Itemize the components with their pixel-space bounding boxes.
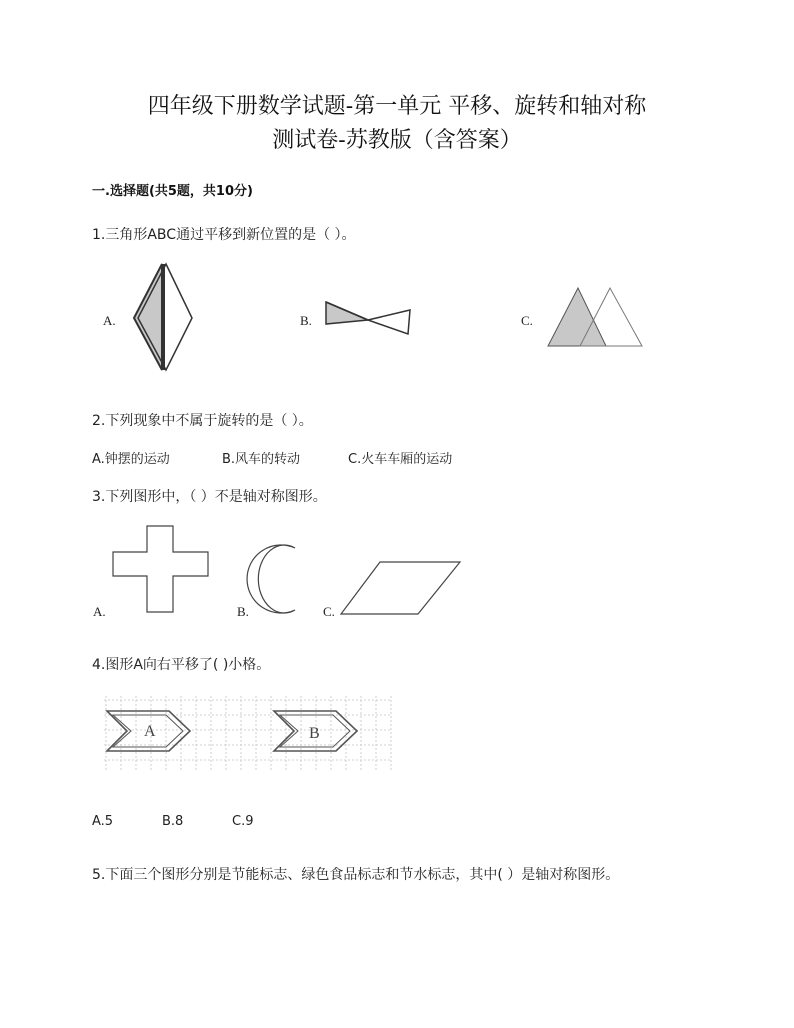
q1-option-c-label: C. [521,313,533,328]
q1-b-outline-triangle [368,310,410,334]
question-3-text: 3.下列图形中，（ ）不是轴对称图形。 [92,489,327,505]
q1-option-a-label: A. [103,313,116,328]
q1-figure-b [322,298,418,342]
q2-option-c: C.火车车厢的运动 [348,452,453,467]
q3-crescent-shape [247,545,295,613]
q2-option-a: A.钟摆的运动 [92,452,170,467]
q4-shape-a-label: A [144,723,156,740]
page-title: 四年级下册数学试题-第一单元 平移、旋转和轴对称 [147,94,647,119]
q1-figure-c [546,284,646,350]
q3-option-a-label: A. [93,604,106,619]
q3-figure-cross [112,524,212,616]
q4-grid-figure [104,696,394,772]
q3-cross-shape [113,526,208,612]
question-5-text: 5.下面三个图形分别是节能标志、绿色食品标志和节水标志，其中( ）是轴对称图形。 [92,867,620,883]
q4-option-b: B.8 [162,814,184,829]
page-subtitle: 测试卷-苏教版（含答案） [272,128,522,153]
q1-c-shaded-triangle [548,288,606,346]
q4-shape-b-label: B [309,725,320,742]
q1-figure-a [120,258,200,376]
question-4-text: 4.图形A向右平移了( )小格。 [92,657,271,673]
q3-figure-crescent [250,544,302,616]
question-2-text: 2.下列现象中不属于旋转的是（ ）。 [92,413,313,429]
q1-option-b-label: B. [300,313,312,328]
question-1-text: 1.三角形ABC通过平移到新位置的是（ ）。 [92,227,356,243]
q3-option-c-label: C. [323,604,335,619]
q3-option-b-label: B. [237,604,249,619]
section-heading: 一.选择题(共5题，共10分) [92,184,253,199]
q3-figure-parallelogram [338,558,464,618]
q4-option-a: A.5 [92,814,114,829]
q2-option-b: B.风车的转动 [222,452,301,467]
q3-parallelogram-shape [341,562,460,614]
q4-option-c: C.9 [232,814,254,829]
